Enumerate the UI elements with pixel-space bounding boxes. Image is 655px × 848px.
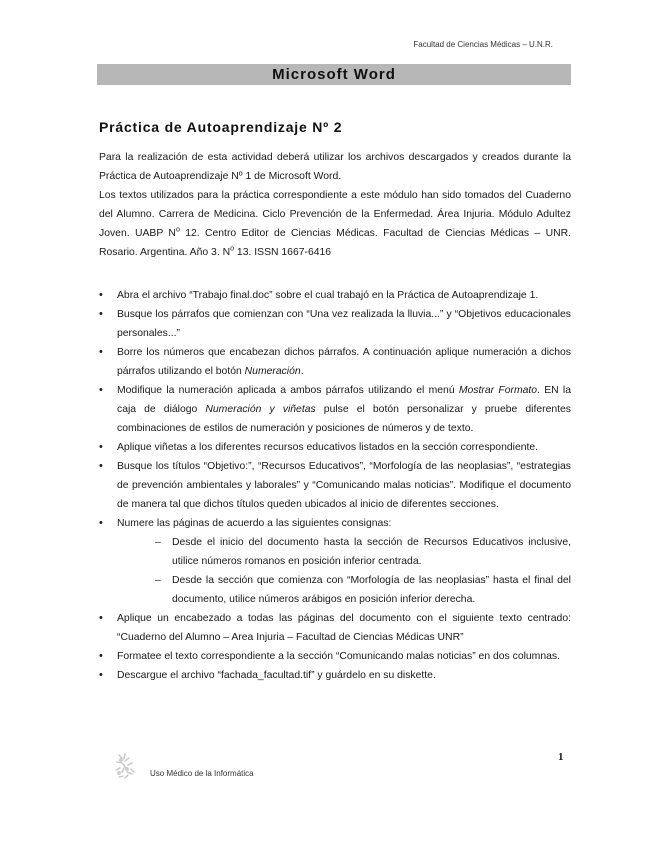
section-subtitle: Práctica de Autoaprendizaje Nº 2 xyxy=(99,119,343,135)
list-item: • Modifique la numeración aplicada a ambos párrafos utilizando el menú Mostrar Formato. EN la caja de diálogo Numeración y viñetas pulse el botón personalizar y pruebe diferentes combinaciones de estilos de numeración y posiciones de números y de texto. xyxy=(99,381,571,438)
running-header: Facultad de Ciencias Médicas – U.N.R. xyxy=(413,40,553,49)
intro-paragraph-2: Los textos utilizados para la práctica correspondiente a este módulo han sido tomados del Cuaderno del Alumno. Carrera de Medicina. Ciclo Prevención de la Enfermedad. Área Injuria. Módulo Adultez Joven. UABP $N^o$ 12. Centro Editor de Ciencias Médicas. Facultad de Ciencias Médicas – UNR. Rosario. Argentina. Año 3. $N^o$ 13. ISSN 1667-6416 xyxy=(99,190,571,258)
faculty-logo-icon xyxy=(113,752,145,782)
sub-list-item: – Desde el inicio del documento hasta la sección de Recursos Educativos inclusive, utilice números romanos en posición inferior centrada. xyxy=(117,533,571,571)
sub-list xyxy=(117,533,571,609)
footer-course-name: Uso Médico de la Informática xyxy=(150,769,254,778)
instruction-list xyxy=(99,286,571,685)
list-item: • Descargue el archivo “fachada_facultad.tif” y guárdelo en su diskette. xyxy=(99,666,571,685)
list-item: • Borre los números que encabezan dichos párrafos. A continuación aplique numeración a dichos párrafos utilizando el botón Numeración. xyxy=(99,343,571,381)
list-item: • Aplique un encabezado a todas las páginas del documento con el siguiente texto centrado: “Cuaderno del Alumno – Area Injuria – Facultad de Ciencias Médicas UNR” xyxy=(99,609,571,647)
list-item: • Formatee el texto correspondiente a la sección “Comunicando malas noticias” en dos columnas. xyxy=(99,647,571,666)
list-item: • Busque los títulos “Objetivo:”, “Recursos Educativos”, “Morfología de las neoplasias”, “estrategias de prevención ambientales y laborales” y “Comunicando malas noticias”. Modifique el documento de manera tal que dichos títulos queden ubicados al inicio de diferentes secciones. xyxy=(99,457,571,514)
intro-text xyxy=(99,148,571,262)
list-item: • Aplique viñetas a los diferentes recursos educativos listados en la sección correspondiente. xyxy=(99,438,571,457)
document-title: Microsoft Word xyxy=(97,64,571,85)
list-item: • Numere las páginas de acuerdo a las siguientes consignas: – Desde el inicio del documento hasta la sección de Recursos Educativos inclusive, utilice números romanos en posición inferior centrada. – Desde la sección que comienza con “Morfología de las neoplasias” hasta el final del documento, utilice números arábigos en posición inferior derecha. xyxy=(99,514,571,609)
sub-list-item: – Desde la sección que comienza con “Morfología de las neoplasias” hasta el final del documento, utilice números arábigos en posición inferior derecha. xyxy=(117,571,571,609)
intro-paragraph-1: Para la realización de esta actividad deberá utilizar los archivos descargados y creados durante la Práctica de Autoaprendizaje Nº 1 de Microsoft Word. xyxy=(99,152,571,182)
page-number: 1 xyxy=(558,751,564,763)
list-item: • Busque los párrafos que comienzan con “Una vez realizada la lluvia...” y “Objetivos educacionales personales...” xyxy=(99,305,571,343)
list-item: • Abra el archivo “Trabajo final.doc” sobre el cual trabajó en la Práctica de Autoaprendizaje 1. xyxy=(99,286,571,305)
